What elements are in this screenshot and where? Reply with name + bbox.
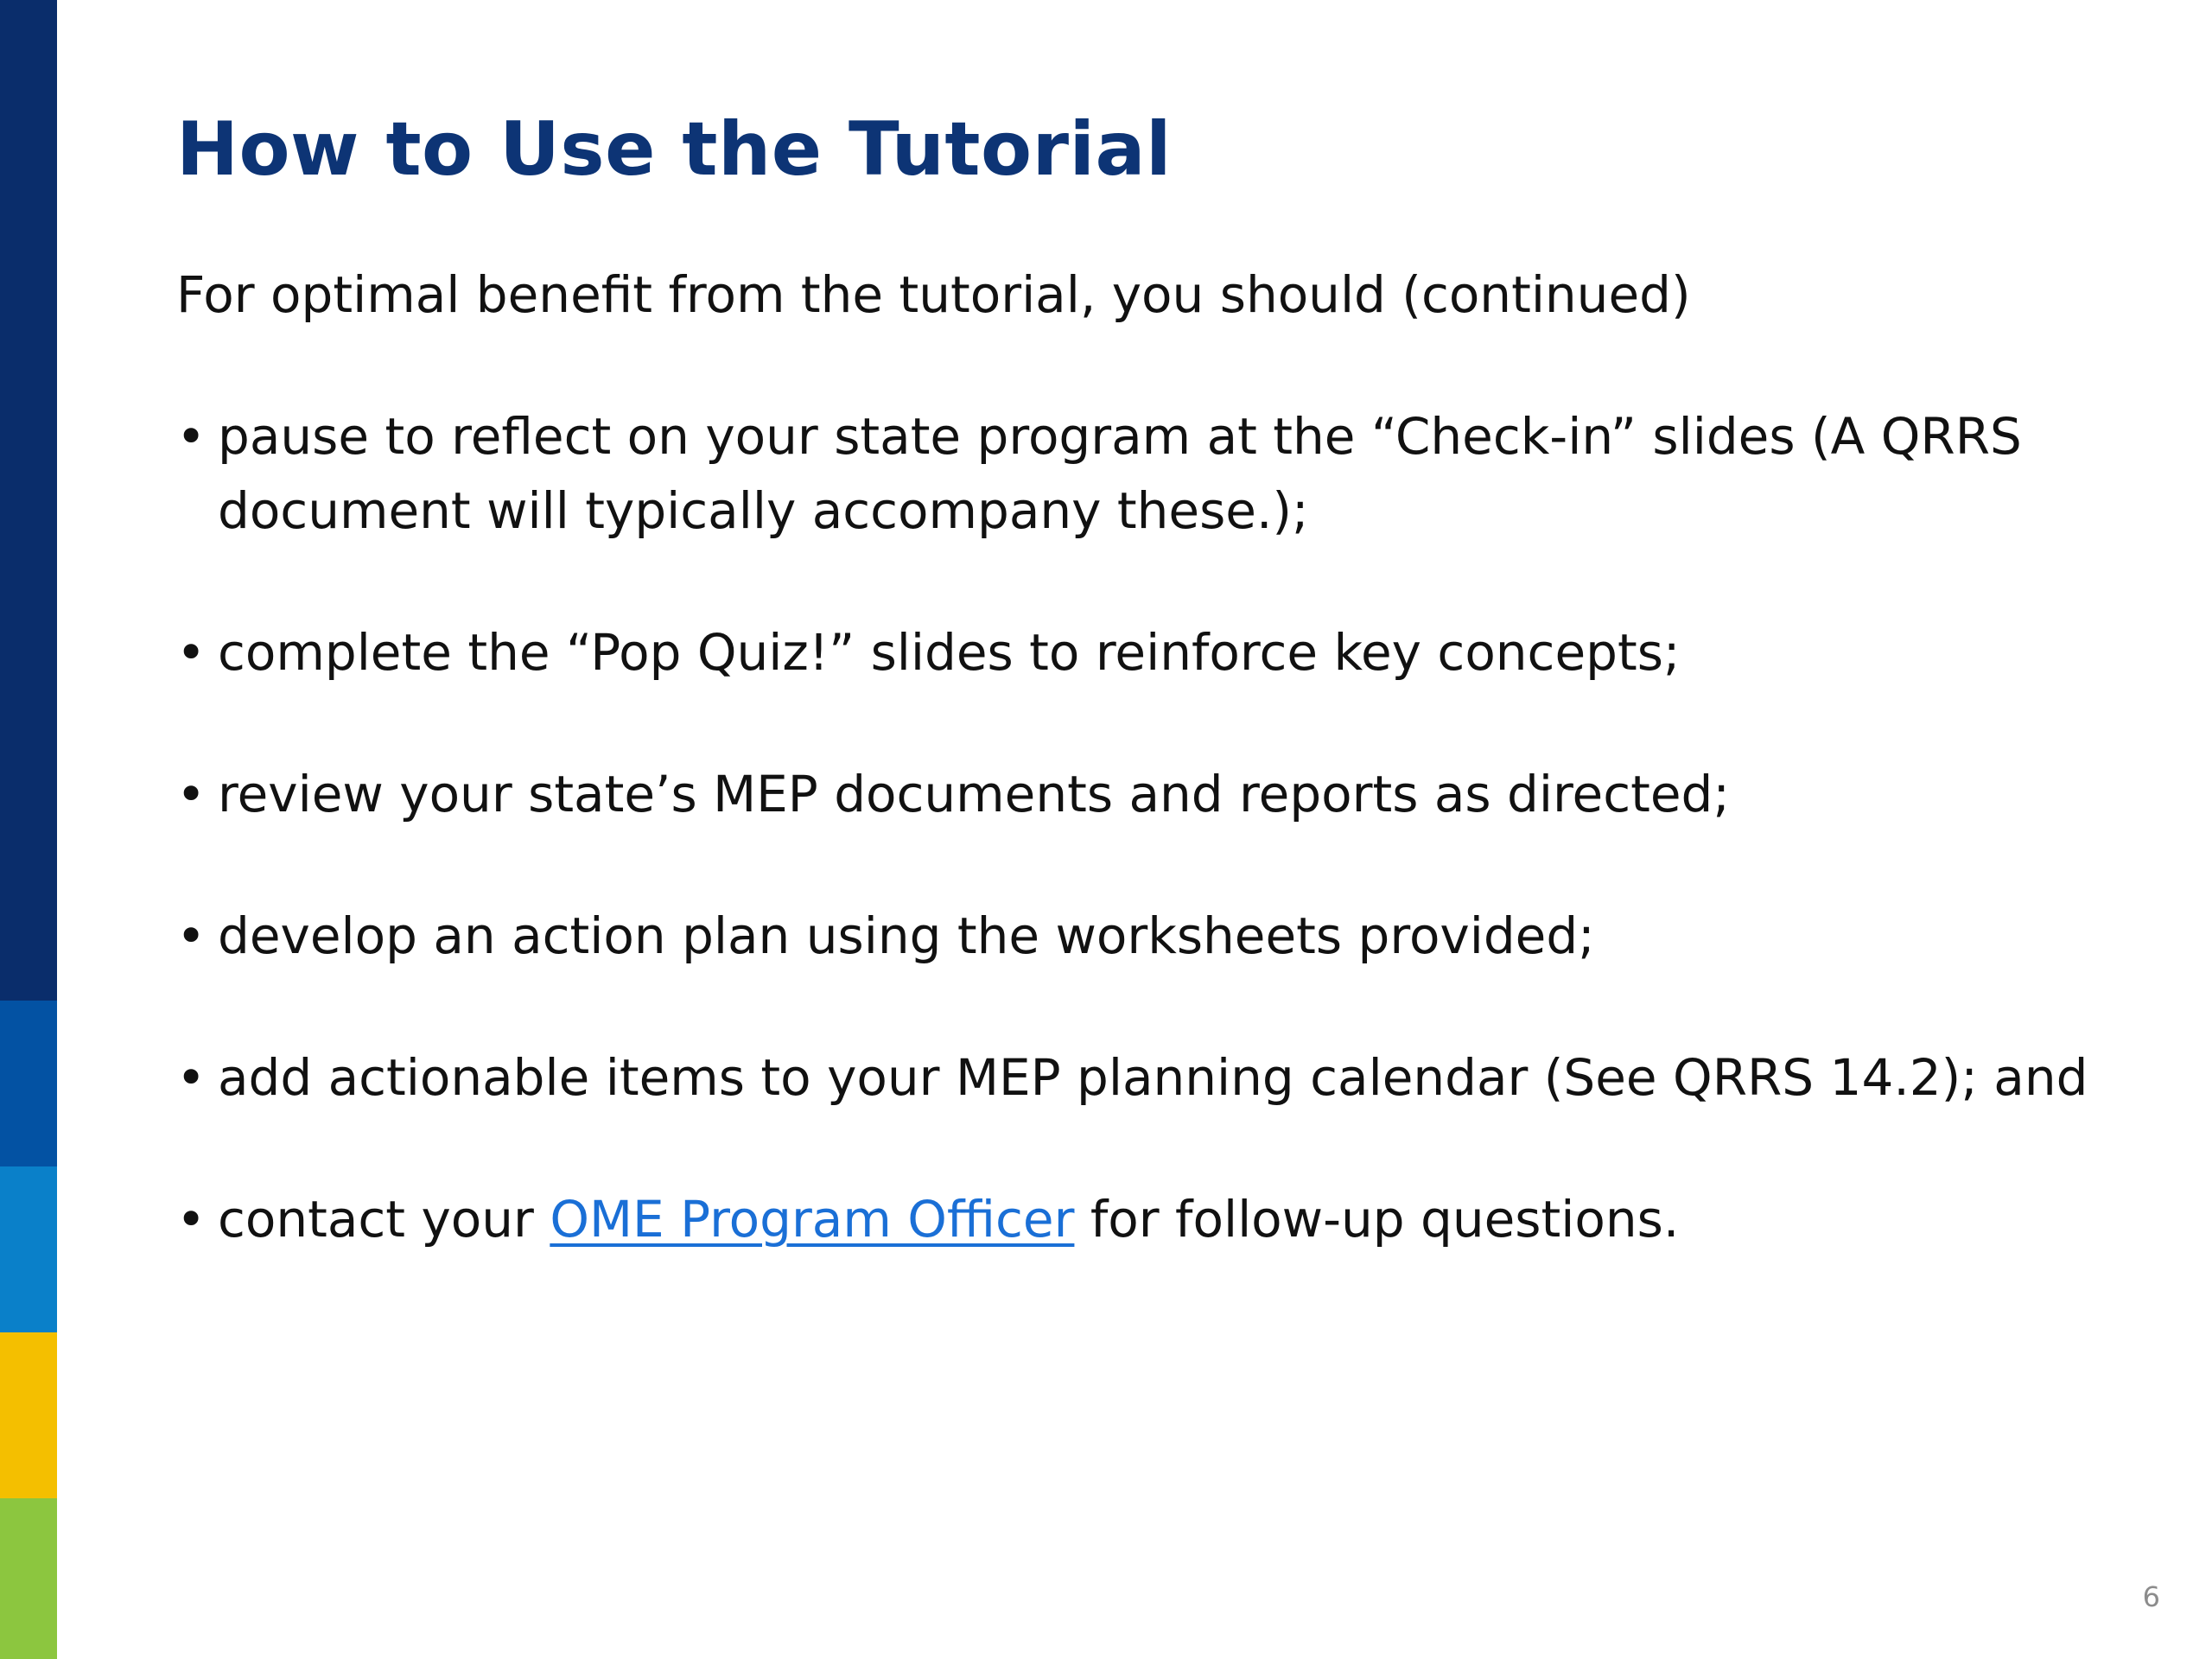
- bullet-item: [176, 399, 2120, 548]
- side-bar-green-segment: [0, 1498, 57, 1659]
- bullet-icon: •: [176, 765, 207, 823]
- bullet-icon: •: [176, 623, 207, 682]
- bullet-icon: •: [176, 1048, 207, 1107]
- bullet-icon: •: [176, 1190, 207, 1249]
- bullet-text: develop an action plan using the worksheets provided;: [218, 906, 1595, 965]
- bullet-text: review your state’s MEP documents and reports as directed;: [218, 765, 1730, 823]
- bullet-text: [218, 1190, 1679, 1249]
- bullet-text-before-link: contact your: [218, 1190, 550, 1249]
- bullet-text-after-link: for follow-up questions.: [1074, 1190, 1680, 1249]
- side-color-bar: [0, 0, 57, 1659]
- bullet-item: [176, 615, 2120, 690]
- bullet-icon: •: [176, 407, 207, 466]
- bullet-text: add actionable items to your MEP planning calendar (See QRRS 14.2); and: [218, 1048, 2088, 1107]
- side-bar-blue-segment: [0, 1001, 57, 1166]
- side-bar-navy-segment: [0, 0, 57, 1001]
- bullet-item: [176, 1040, 2120, 1115]
- bullet-item: [176, 757, 2120, 831]
- bullet-text: complete the “Pop Quiz!” slides to reinforce key concepts;: [218, 623, 1681, 682]
- bullet-list: [176, 399, 2120, 1324]
- program-officer-link[interactable]: OME Program Officer: [550, 1190, 1075, 1249]
- bullet-item: [176, 1182, 2120, 1256]
- bullet-item: [176, 899, 2120, 973]
- page-number: 6: [2142, 1580, 2160, 1613]
- bullet-icon: •: [176, 906, 207, 965]
- slide-title: How to Use the Tutorial: [176, 106, 1173, 193]
- intro-text: For optimal benefit from the tutorial, you should (continued): [176, 265, 1691, 324]
- bullet-text: pause to reflect on your state program at the “Check-in” slides (A QRRS document will typically accompany these.);: [218, 407, 2022, 540]
- side-bar-light-blue-segment: [0, 1166, 57, 1332]
- side-bar-yellow-segment: [0, 1332, 57, 1498]
